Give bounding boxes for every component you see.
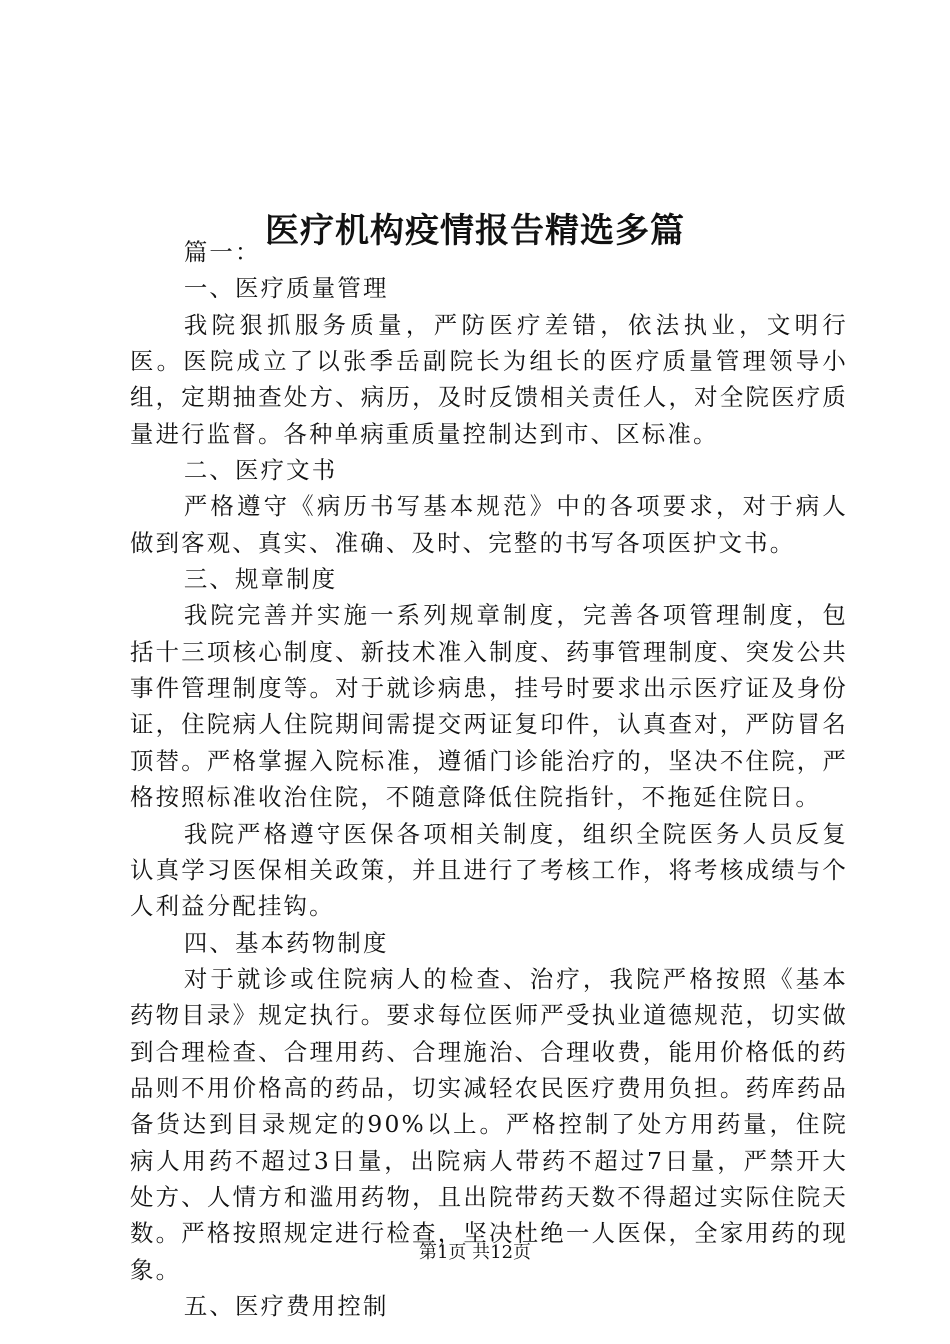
section-label: 篇一： bbox=[183, 238, 261, 266]
section-heading: 二、医疗文书 bbox=[183, 456, 338, 485]
section-heading: 四、基本药物制度 bbox=[183, 928, 389, 957]
document-title: 医疗机构疫情报告精选多篇 bbox=[265, 210, 685, 251]
body-paragraph: 严格遵守《病历书写基本规范》中的各项要求，对于病人做到客观、真实、准确、及时、完整的书写各项医护文书。 bbox=[130, 492, 848, 557]
section-heading: 五、医疗费用控制 bbox=[183, 1291, 389, 1320]
document-body bbox=[130, 234, 848, 1324]
body-paragraph: 我院狠抓服务质量，严防医疗差错，依法执业，文明行医。医院成立了以张季岳副院长为组长的医疗质量管理领导小组，定期抽查处方、病历，及时反馈相关责任人，对全院医疗质量进行监督。各种单病重质量控制达到市、区标准。 bbox=[130, 310, 848, 448]
body-paragraph: 对于就诊或住院病人的检查、治疗，我院严格按照《基本药物目录》规定执行。要求每位医师严受执业道德规范，切实做到合理检查、合理用药、合理施治、合理收费，能用价格低的药品则不用价格高的药品，切实减轻农民医疗费用负担。药库药品备货达到目录规定的90%以上。严格控制了处方用药量，住院病人用药不超过3日量，出院病人带药不超过7日量，严禁开大处方、人情方和滥用药物，且出院带药天数不得超过实际住院天数。严格按照规定进行检查，坚决杜绝一人医保，全家用药的现象。 bbox=[130, 964, 848, 1284]
section-heading: 一、医疗质量管理 bbox=[183, 274, 389, 303]
body-paragraph: 我院完善并实施一系列规章制度，完善各项管理制度，包括十三项核心制度、新技术准入制度、药事管理制度、突发公共事件管理制度等。对于就诊病患，挂号时要求出示医疗证及身份证，住院病人住院期间需提交两证复印件，认真查对，严防冒名顶替。严格掌握入院标准，遵循门诊能治疗的，坚决不住院，严格按照标准收治住院，不随意降低住院指针，不拖延住院日。 bbox=[130, 601, 848, 812]
body-paragraph: 我院严格遵守医保各项相关制度，组织全院医务人员反复认真学习医保相关政策，并且进行了考核工作，将考核成绩与个人利益分配挂钩。 bbox=[130, 819, 848, 921]
section-heading: 三、规章制度 bbox=[183, 565, 338, 594]
page-footer: 第1页 共12页 bbox=[418, 1242, 532, 1263]
